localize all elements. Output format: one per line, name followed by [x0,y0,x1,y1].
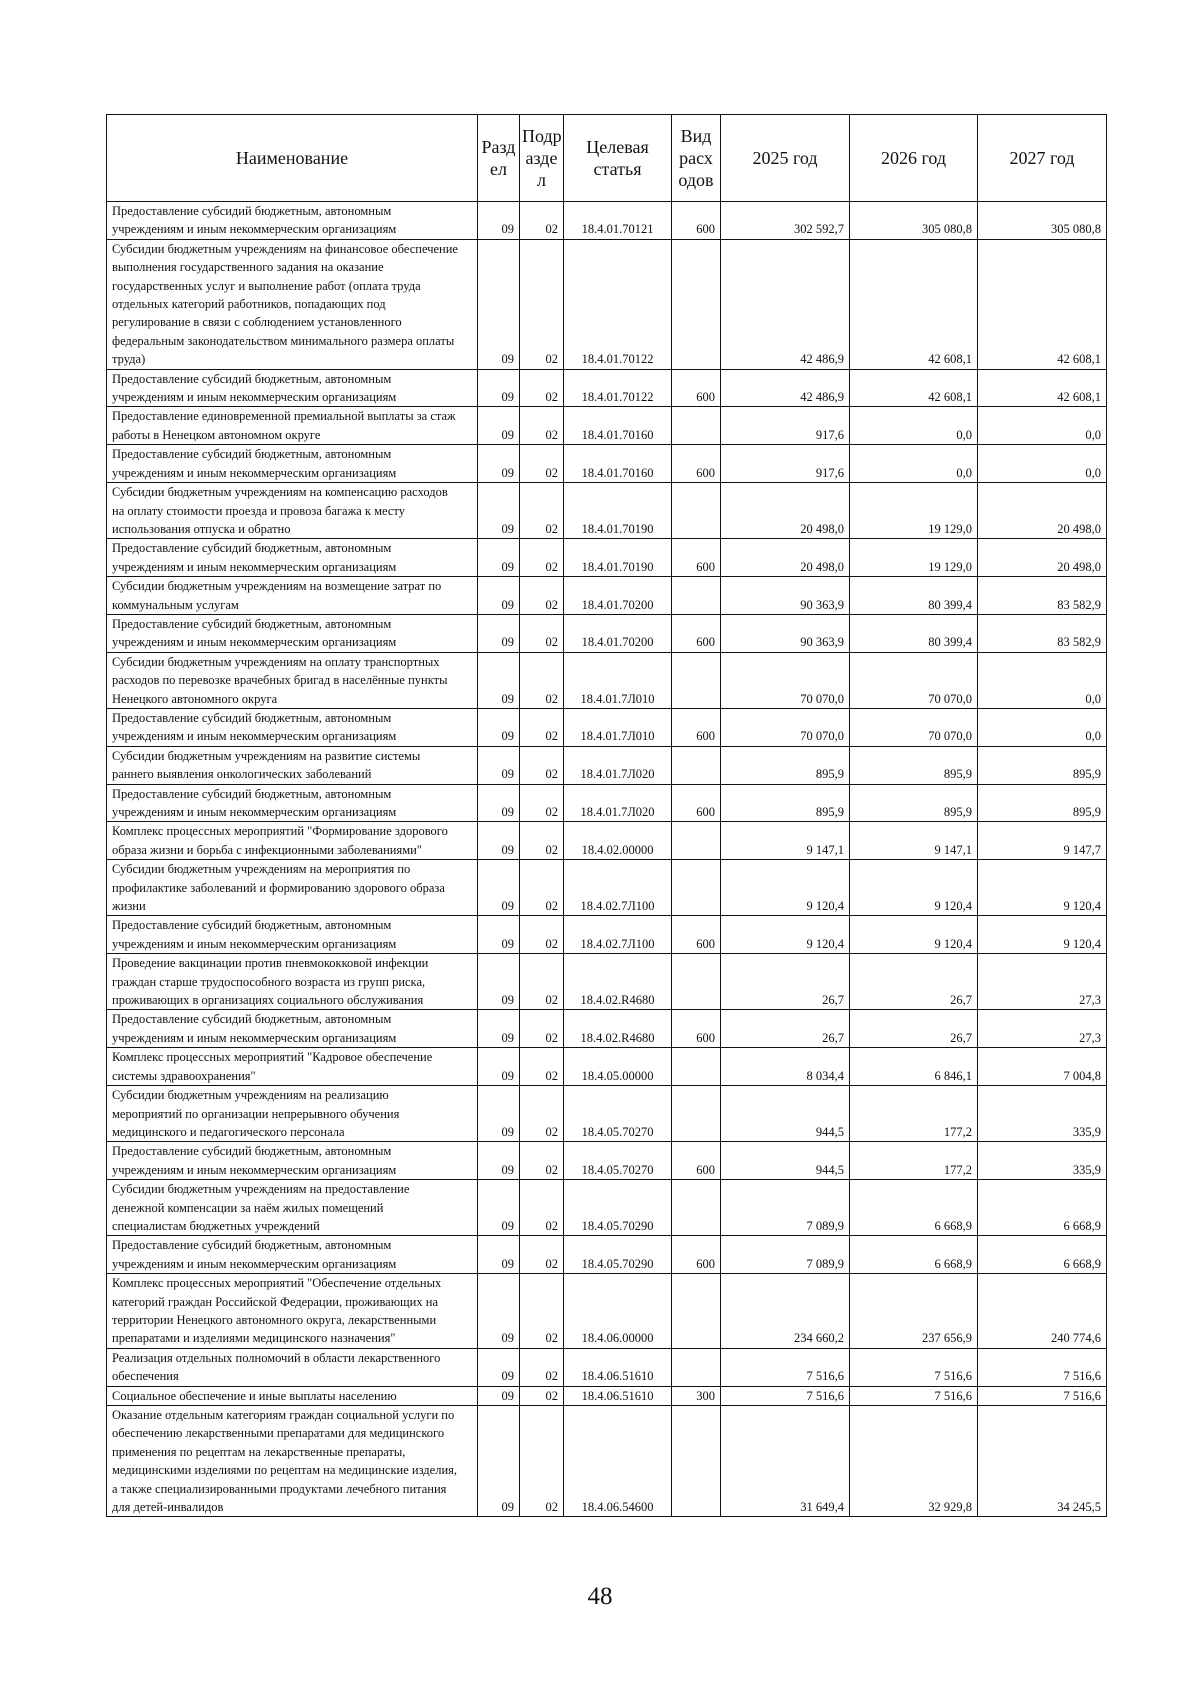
col-header-section: Разд ел [478,115,520,202]
table-row [107,1274,1107,1349]
table-row [107,1086,1107,1142]
row-subsection: 02 [520,1386,564,1405]
row-section: 09 [478,577,520,615]
row-2025: 9 147,1 [721,822,850,860]
row-name: Комплекс процессных мероприятий "Обеспечение отдельных категорий граждан Российской Федерации, проживающих на территории Ненецкого автономного округа, лекарственными препаратами и изделиями медицинского назначения" [107,1274,478,1349]
row-2027: 305 080,8 [978,202,1107,240]
row-name: Предоставление субсидий бюджетным, автономным учреждениям и иным некоммерческим организациям [107,369,478,407]
row-name: Субсидии бюджетным учреждениям на финансовое обеспечение выполнения государственного задания на оказание государственных услуг и выполнение работ (оплата труда отдельных категорий работников, попадающих под регулирование в связи с соблюдением установленного федеральным законодательством минимального размера оплаты труда) [107,239,478,369]
row-target: 18.4.01.70160 [564,445,672,483]
row-kind: 600 [672,369,721,407]
row-target: 18.4.02.R4680 [564,954,672,1010]
row-2026: 0,0 [850,407,978,445]
row-name: Субсидии бюджетным учреждениям на оплату транспортных расходов по перевозке врачебных бригад в населённые пункты Ненецкого автономного округа [107,652,478,708]
row-2027: 335,9 [978,1142,1107,1180]
table-row [107,916,1107,954]
row-subsection: 02 [520,1086,564,1142]
row-2027: 34 245,5 [978,1406,1107,1517]
row-2027: 7 516,6 [978,1386,1107,1405]
row-target: 18.4.01.70122 [564,369,672,407]
col-header-2025: 2025 год [721,115,850,202]
row-kind [672,1180,721,1236]
row-kind [672,1086,721,1142]
row-2027: 895,9 [978,746,1107,784]
row-name: Субсидии бюджетным учреждениям на предоставление денежной компенсации за наём жилых помещений специалистам бюджетных учреждений [107,1180,478,1236]
row-2025: 90 363,9 [721,614,850,652]
row-2027: 0,0 [978,708,1107,746]
row-2027: 335,9 [978,1086,1107,1142]
row-subsection: 02 [520,784,564,822]
row-kind [672,1274,721,1349]
row-name: Субсидии бюджетным учреждениям на возмещение затрат по коммунальным услугам [107,577,478,615]
table-row [107,539,1107,577]
row-target: 18.4.01.7Л010 [564,652,672,708]
row-2027: 20 498,0 [978,483,1107,539]
row-section: 09 [478,407,520,445]
row-subsection: 02 [520,407,564,445]
row-kind [672,1406,721,1517]
row-kind [672,1348,721,1386]
row-section: 09 [478,746,520,784]
table-row [107,1386,1107,1405]
row-2026: 895,9 [850,746,978,784]
row-2025: 70 070,0 [721,652,850,708]
row-section: 09 [478,1386,520,1405]
table-header [107,115,1107,202]
table-row [107,407,1107,445]
row-target: 18.4.02.R4680 [564,1010,672,1048]
row-2026: 177,2 [850,1142,978,1180]
row-section: 09 [478,1180,520,1236]
row-section: 09 [478,1086,520,1142]
table-row [107,954,1107,1010]
row-kind: 300 [672,1386,721,1405]
row-kind [672,954,721,1010]
col-header-target: Целевая статья [564,115,672,202]
row-2026: 26,7 [850,1010,978,1048]
row-2025: 7 089,9 [721,1180,850,1236]
row-subsection: 02 [520,1406,564,1517]
row-name: Предоставление единовременной премиальной выплаты за стаж работы в Ненецком автономном округе [107,407,478,445]
row-2026: 42 608,1 [850,239,978,369]
budget-table [106,114,1107,1517]
row-name: Социальное обеспечение и иные выплаты населению [107,1386,478,1405]
row-2025: 31 649,4 [721,1406,850,1517]
row-2025: 8 034,4 [721,1048,850,1086]
row-target: 18.4.05.00000 [564,1048,672,1086]
table-row [107,784,1107,822]
col-header-name: Наименование [107,115,478,202]
row-2026: 19 129,0 [850,483,978,539]
table-row [107,577,1107,615]
row-name: Комплекс процессных мероприятий "Формирование здорового образа жизни и борьба с инфекционными заболеваниями" [107,822,478,860]
row-2026: 237 656,9 [850,1274,978,1349]
row-subsection: 02 [520,916,564,954]
row-2027: 0,0 [978,652,1107,708]
row-target: 18.4.01.7Л020 [564,746,672,784]
row-subsection: 02 [520,577,564,615]
row-kind: 600 [672,614,721,652]
row-name: Предоставление субсидий бюджетным, автономным учреждениям и иным некоммерческим организациям [107,202,478,240]
row-2025: 7 516,6 [721,1348,850,1386]
row-2026: 895,9 [850,784,978,822]
row-2026: 70 070,0 [850,652,978,708]
row-2026: 80 399,4 [850,577,978,615]
row-2027: 9 147,7 [978,822,1107,860]
row-target: 18.4.05.70290 [564,1180,672,1236]
row-subsection: 02 [520,483,564,539]
row-subsection: 02 [520,708,564,746]
row-kind [672,822,721,860]
row-target: 18.4.05.70270 [564,1142,672,1180]
row-section: 09 [478,202,520,240]
row-kind [672,746,721,784]
row-subsection: 02 [520,1048,564,1086]
row-2026: 42 608,1 [850,369,978,407]
row-section: 09 [478,652,520,708]
row-2027: 42 608,1 [978,239,1107,369]
row-2025: 917,6 [721,407,850,445]
row-name: Субсидии бюджетным учреждениям на развитие системы раннего выявления онкологических заболеваний [107,746,478,784]
row-kind: 600 [672,1010,721,1048]
table-row [107,369,1107,407]
row-subsection: 02 [520,860,564,916]
col-header-2026: 2026 год [850,115,978,202]
row-kind: 600 [672,1142,721,1180]
row-2027: 0,0 [978,407,1107,445]
row-2025: 895,9 [721,784,850,822]
table-row [107,708,1107,746]
row-name: Предоставление субсидий бюджетным, автономным учреждениям и иным некоммерческим организациям [107,1142,478,1180]
row-section: 09 [478,860,520,916]
row-2026: 7 516,6 [850,1348,978,1386]
row-section: 09 [478,239,520,369]
page-number: 48 [587,1583,613,1610]
row-target: 18.4.06.51610 [564,1348,672,1386]
row-name: Предоставление субсидий бюджетным, автономным учреждениям и иным некоммерческим организациям [107,614,478,652]
row-2025: 9 120,4 [721,916,850,954]
row-name: Предоставление субсидий бюджетным, автономным учреждениям и иным некоммерческим организациям [107,708,478,746]
row-kind [672,407,721,445]
table-row [107,202,1107,240]
row-subsection: 02 [520,1010,564,1048]
row-target: 18.4.02.00000 [564,822,672,860]
row-section: 09 [478,784,520,822]
row-name: Оказание отдельным категориям граждан социальной услуги по обеспечению лекарственными препаратами для медицинского применения по рецептам на лекарственные препараты, медицинскими изделиями по рецептам на медицинские изделия, а также специализированными продуктами лечебного питания для детей-инвалидов [107,1406,478,1517]
row-section: 09 [478,1010,520,1048]
row-subsection: 02 [520,652,564,708]
row-2027: 20 498,0 [978,539,1107,577]
row-section: 09 [478,1142,520,1180]
row-target: 18.4.01.70122 [564,239,672,369]
table-row [107,1010,1107,1048]
table-row [107,746,1107,784]
row-2025: 234 660,2 [721,1274,850,1349]
table-row [107,1180,1107,1236]
row-kind: 600 [672,1236,721,1274]
row-section: 09 [478,369,520,407]
row-section: 09 [478,916,520,954]
row-kind: 600 [672,445,721,483]
row-2025: 917,6 [721,445,850,483]
row-name: Предоставление субсидий бюджетным, автономным учреждениям и иным некоммерческим организациям [107,445,478,483]
row-2025: 9 120,4 [721,860,850,916]
row-kind: 600 [672,916,721,954]
row-section: 09 [478,1048,520,1086]
col-header-kind: Вид расх одов [672,115,721,202]
table-row [107,860,1107,916]
row-subsection: 02 [520,1180,564,1236]
row-2025: 70 070,0 [721,708,850,746]
row-subsection: 02 [520,1142,564,1180]
row-section: 09 [478,1236,520,1274]
row-target: 18.4.02.7Л100 [564,860,672,916]
row-target: 18.4.01.70200 [564,577,672,615]
row-kind [672,483,721,539]
table-row [107,239,1107,369]
row-kind: 600 [672,202,721,240]
row-name: Субсидии бюджетным учреждениям на реализацию мероприятий по организации непрерывного обучения медицинского и педагогического персонала [107,1086,478,1142]
row-name: Комплекс процессных мероприятий "Кадровое обеспечение системы здравоохранения" [107,1048,478,1086]
table-row [107,1406,1107,1517]
row-2025: 7 089,9 [721,1236,850,1274]
table-row [107,1236,1107,1274]
row-section: 09 [478,614,520,652]
row-name: Реализация отдельных полномочий в области лекарственного обеспечения [107,1348,478,1386]
row-target: 18.4.02.7Л100 [564,916,672,954]
row-subsection: 02 [520,954,564,1010]
row-2027: 6 668,9 [978,1180,1107,1236]
row-name: Предоставление субсидий бюджетным, автономным учреждениям и иным некоммерческим организациям [107,539,478,577]
row-2027: 27,3 [978,954,1107,1010]
row-2026: 19 129,0 [850,539,978,577]
row-2025: 26,7 [721,1010,850,1048]
row-2026: 177,2 [850,1086,978,1142]
row-subsection: 02 [520,614,564,652]
table-row [107,1142,1107,1180]
row-2025: 895,9 [721,746,850,784]
row-2025: 944,5 [721,1142,850,1180]
row-section: 09 [478,954,520,1010]
table-row [107,483,1107,539]
row-target: 18.4.05.70270 [564,1086,672,1142]
row-section: 09 [478,1274,520,1349]
row-kind [672,1048,721,1086]
table-body [107,202,1107,1517]
row-section: 09 [478,445,520,483]
row-2026: 9 147,1 [850,822,978,860]
row-target: 18.4.01.70190 [564,539,672,577]
row-name: Субсидии бюджетным учреждениям на компенсацию расходов на оплату стоимости проезда и провоза багажа к месту использования отпуска и обратно [107,483,478,539]
col-header-subsection: Подр азде л [520,115,564,202]
row-2026: 32 929,8 [850,1406,978,1517]
row-kind [672,860,721,916]
row-target: 18.4.06.51610 [564,1386,672,1405]
row-2027: 7 516,6 [978,1348,1107,1386]
table-row [107,1348,1107,1386]
row-subsection: 02 [520,1274,564,1349]
row-2026: 9 120,4 [850,860,978,916]
row-subsection: 02 [520,445,564,483]
row-subsection: 02 [520,539,564,577]
row-2027: 42 608,1 [978,369,1107,407]
row-subsection: 02 [520,822,564,860]
row-name: Проведение вакцинации против пневмококковой инфекции граждан старше трудоспособного возраста из групп риска, проживающих в организациях социального обслуживания [107,954,478,1010]
row-target: 18.4.01.70200 [564,614,672,652]
row-2026: 305 080,8 [850,202,978,240]
row-2027: 83 582,9 [978,614,1107,652]
row-2025: 26,7 [721,954,850,1010]
table-row [107,1048,1107,1086]
row-kind: 600 [672,708,721,746]
row-section: 09 [478,708,520,746]
row-2025: 42 486,9 [721,239,850,369]
row-2025: 20 498,0 [721,483,850,539]
row-2026: 80 399,4 [850,614,978,652]
row-subsection: 02 [520,1236,564,1274]
row-2026: 6 668,9 [850,1180,978,1236]
row-subsection: 02 [520,746,564,784]
row-section: 09 [478,822,520,860]
row-2026: 9 120,4 [850,916,978,954]
row-kind: 600 [672,539,721,577]
row-target: 18.4.01.70160 [564,407,672,445]
row-2027: 9 120,4 [978,860,1107,916]
row-name: Предоставление субсидий бюджетным, автономным учреждениям и иным некоммерческим организациям [107,1236,478,1274]
row-target: 18.4.01.7Л020 [564,784,672,822]
table-row [107,614,1107,652]
row-2027: 895,9 [978,784,1107,822]
row-subsection: 02 [520,202,564,240]
row-section: 09 [478,539,520,577]
row-target: 18.4.05.70290 [564,1236,672,1274]
row-target: 18.4.06.00000 [564,1274,672,1349]
row-2026: 7 516,6 [850,1386,978,1405]
row-section: 09 [478,1406,520,1517]
row-2027: 9 120,4 [978,916,1107,954]
row-target: 18.4.01.7Л010 [564,708,672,746]
row-2025: 42 486,9 [721,369,850,407]
row-2027: 6 668,9 [978,1236,1107,1274]
row-target: 18.4.01.70121 [564,202,672,240]
row-2026: 0,0 [850,445,978,483]
row-2027: 83 582,9 [978,577,1107,615]
row-2025: 944,5 [721,1086,850,1142]
row-name: Предоставление субсидий бюджетным, автономным учреждениям и иным некоммерческим организациям [107,784,478,822]
row-2025: 20 498,0 [721,539,850,577]
row-subsection: 02 [520,239,564,369]
row-subsection: 02 [520,369,564,407]
row-2026: 6 846,1 [850,1048,978,1086]
row-name: Субсидии бюджетным учреждениям на мероприятия по профилактике заболеваний и формированию здорового образа жизни [107,860,478,916]
row-2027: 0,0 [978,445,1107,483]
row-target: 18.4.01.70190 [564,483,672,539]
row-name: Предоставление субсидий бюджетным, автономным учреждениям и иным некоммерческим организациям [107,1010,478,1048]
row-kind: 600 [672,784,721,822]
row-2027: 240 774,6 [978,1274,1107,1349]
row-kind [672,577,721,615]
row-2027: 27,3 [978,1010,1107,1048]
row-2026: 26,7 [850,954,978,1010]
table-row [107,822,1107,860]
table-row [107,652,1107,708]
row-2027: 7 004,8 [978,1048,1107,1086]
row-section: 09 [478,483,520,539]
row-2025: 7 516,6 [721,1386,850,1405]
row-kind [672,239,721,369]
row-subsection: 02 [520,1348,564,1386]
row-kind [672,652,721,708]
row-2026: 6 668,9 [850,1236,978,1274]
row-2026: 70 070,0 [850,708,978,746]
row-2025: 90 363,9 [721,577,850,615]
table-row [107,445,1107,483]
row-section: 09 [478,1348,520,1386]
col-header-2027: 2027 год [978,115,1107,202]
row-2025: 302 592,7 [721,202,850,240]
row-target: 18.4.06.54600 [564,1406,672,1517]
row-name: Предоставление субсидий бюджетным, автономным учреждениям и иным некоммерческим организациям [107,916,478,954]
